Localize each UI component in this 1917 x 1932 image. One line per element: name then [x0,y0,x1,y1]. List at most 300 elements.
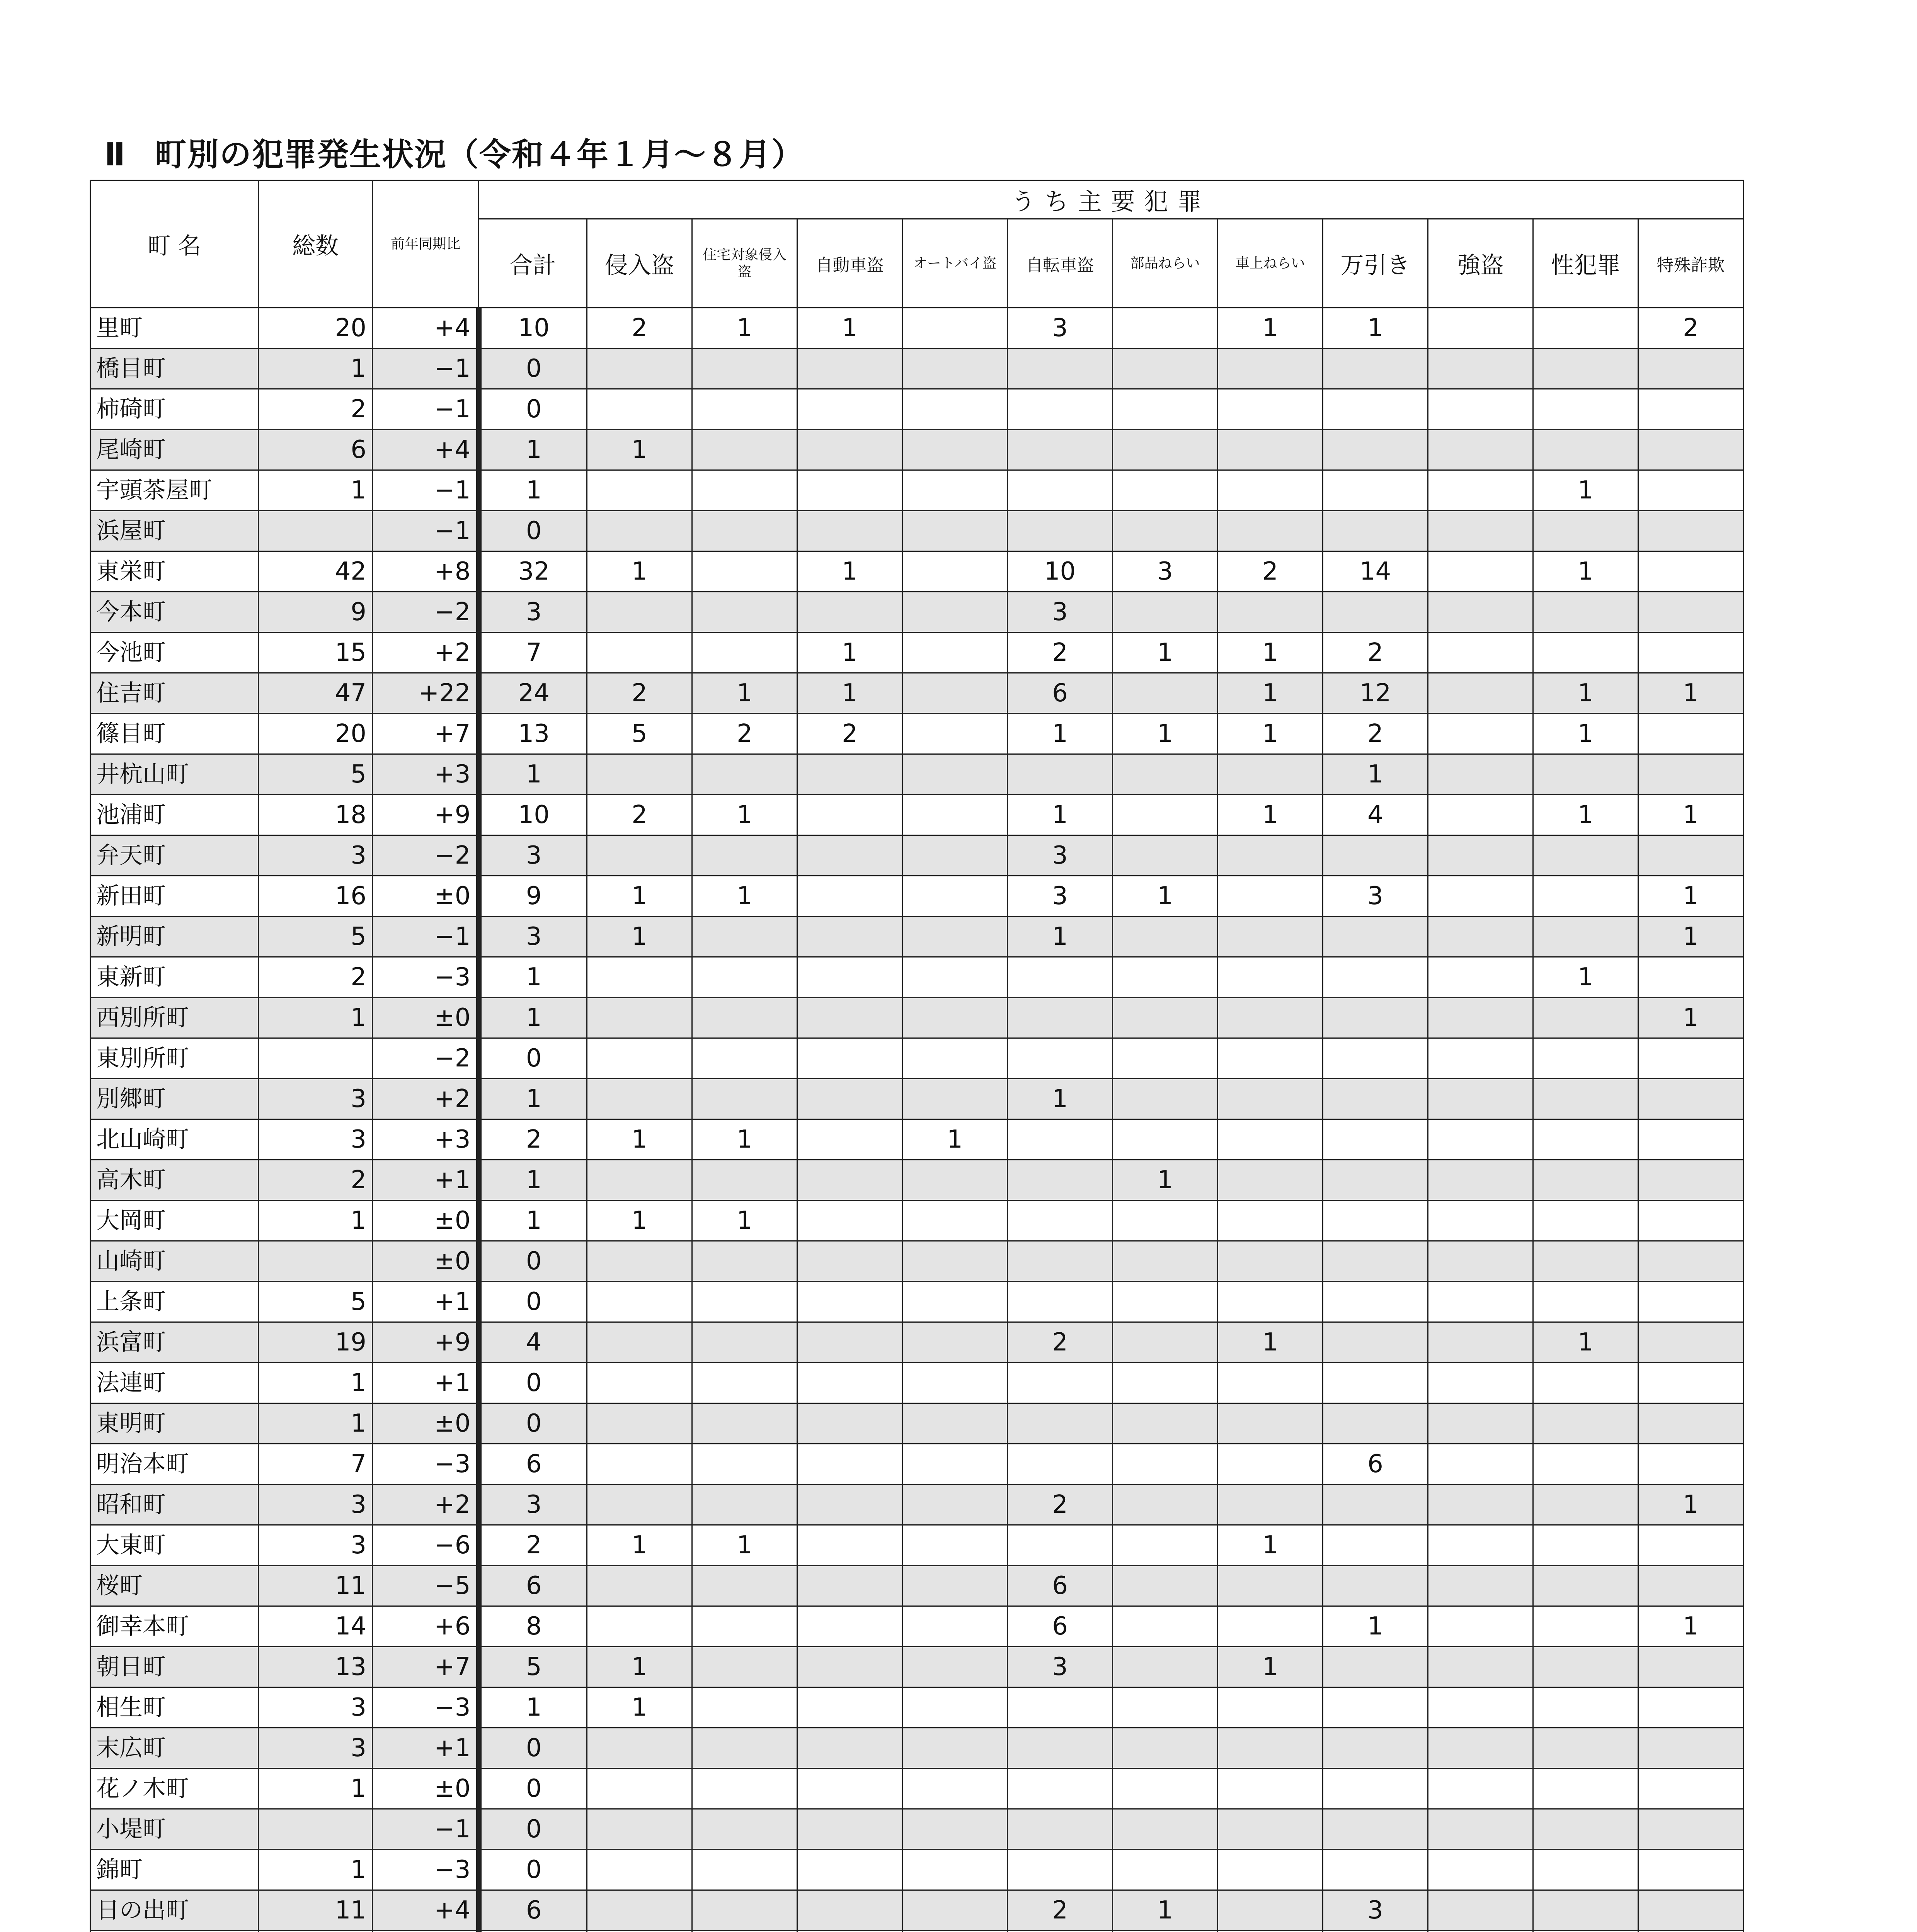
cell-car-theft [797,1282,902,1322]
cell-parts-theft [1113,1079,1218,1119]
cell-motorcycle-theft [902,308,1008,349]
cell-residential-burglary: 1 [692,308,797,349]
cell-car-break-in [1218,1769,1323,1809]
cell-shoplifting: 1 [1323,754,1428,795]
cell-robbery [1428,754,1533,795]
cell-burglary [587,1363,692,1403]
cell-residential-burglary [692,1403,797,1444]
cell-total [259,1241,373,1282]
cell-burglary [587,1282,692,1322]
cell-bicycle-theft [1008,998,1113,1038]
table-header [90,180,1743,308]
cell-town-name: 日の出町 [90,1890,259,1931]
table-row [90,551,1743,592]
cell-bicycle-theft: 6 [1008,673,1113,714]
cell-parts-theft: 1 [1113,714,1218,754]
cell-shoplifting [1323,1687,1428,1728]
cell-bicycle-theft [1008,957,1113,998]
cell-motorcycle-theft [902,389,1008,430]
cell-bicycle-theft: 1 [1008,1079,1113,1119]
cell-car-theft [797,1687,902,1728]
cell-sum: 0 [479,511,587,551]
cell-car-break-in [1218,917,1323,957]
cell-parts-theft: 1 [1113,1890,1218,1931]
cell-town-name: 法連町 [90,1363,259,1403]
cell-car-theft [797,1485,902,1525]
cell-car-break-in [1218,998,1323,1038]
cell-town-name: 東明町 [90,1403,259,1444]
cell-car-break-in [1218,349,1323,389]
cell-burglary [587,1850,692,1890]
cell-parts-theft [1113,1606,1218,1647]
cell-yoy: ±0 [373,876,479,917]
cell-car-theft [797,1160,902,1201]
cell-sex-crime [1533,1079,1638,1119]
cell-total: 1 [259,470,373,511]
cell-parts-theft [1113,795,1218,835]
table-row [90,1485,1743,1525]
cell-town-name: 小堤町 [90,1809,259,1850]
cell-total: 1 [259,1850,373,1890]
cell-town-name: 東別所町 [90,1038,259,1079]
cell-car-break-in [1218,1931,1323,1932]
cell-bicycle-theft: 10 [1008,551,1113,592]
cell-sex-crime: 1 [1533,551,1638,592]
cell-sum: 1 [479,1079,587,1119]
cell-town-name: 浜屋町 [90,511,259,551]
cell-special-fraud [1638,1525,1743,1566]
table-row [90,835,1743,876]
cell-sum: 24 [479,673,587,714]
cell-special-fraud [1638,714,1743,754]
cell-total: 2 [259,389,373,430]
cell-bicycle-theft: 6 [1008,1566,1113,1606]
cell-motorcycle-theft [902,917,1008,957]
table-row [90,511,1743,551]
cell-robbery [1428,592,1533,633]
cell-sum: 6 [479,1566,587,1606]
table-row [90,1363,1743,1403]
cell-total: 13 [259,1647,373,1687]
cell-residential-burglary [692,1444,797,1485]
cell-car-theft [797,957,902,998]
cell-yoy: ±0 [373,1241,479,1282]
cell-special-fraud: 1 [1638,876,1743,917]
cell-bicycle-theft [1008,1160,1113,1201]
section-title: 町別の犯罪発生状況（令和４年１月～８月） [155,136,804,173]
cell-residential-burglary [692,1566,797,1606]
cell-sum: 6 [479,1890,587,1931]
cell-sex-crime [1533,1647,1638,1687]
cell-burglary [587,1931,692,1932]
cell-special-fraud [1638,1201,1743,1241]
cell-parts-theft [1113,1322,1218,1363]
cell-sum: 0 [479,1728,587,1769]
cell-burglary: 1 [587,430,692,470]
cell-residential-burglary [692,1079,797,1119]
cell-bicycle-theft [1008,1038,1113,1079]
table-row [90,795,1743,835]
cell-bicycle-theft: 2 [1008,1485,1113,1525]
cell-residential-burglary [692,1728,797,1769]
cell-sex-crime [1533,430,1638,470]
cell-car-theft [797,511,902,551]
cell-car-break-in [1218,835,1323,876]
cell-burglary [587,1606,692,1647]
cell-robbery [1428,430,1533,470]
cell-sex-crime [1533,835,1638,876]
cell-sex-crime [1533,1606,1638,1647]
table-row [90,308,1743,349]
cell-special-fraud [1638,1890,1743,1931]
cell-car-break-in [1218,430,1323,470]
cell-total: 18 [259,795,373,835]
cell-burglary: 1 [587,551,692,592]
cell-shoplifting [1323,1769,1428,1809]
cell-bicycle-theft [1008,349,1113,389]
cell-car-theft [797,592,902,633]
cell-total: 1 [259,1403,373,1444]
cell-parts-theft [1113,1485,1218,1525]
cell-shoplifting [1323,998,1428,1038]
cell-sex-crime: 1 [1533,470,1638,511]
cell-sex-crime: 1 [1533,673,1638,714]
cell-car-theft [797,1201,902,1241]
header-col-robbery: 強盗 [1428,219,1533,308]
cell-shoplifting: 3 [1323,1890,1428,1931]
cell-yoy: +7 [373,1647,479,1687]
cell-sum: 0 [479,349,587,389]
cell-parts-theft [1113,1363,1218,1403]
table-row [90,1282,1743,1322]
cell-parts-theft [1113,430,1218,470]
cell-burglary: 1 [587,876,692,917]
cell-sum: 13 [479,714,587,754]
cell-residential-burglary [692,1241,797,1282]
cell-town-name: 宇頭茶屋町 [90,470,259,511]
header-col-car-theft: 自動車盗 [797,219,902,308]
cell-total: 1 [259,349,373,389]
table-row [90,1931,1743,1932]
cell-sum: 2 [479,1119,587,1160]
table-row [90,349,1743,389]
cell-car-theft [797,917,902,957]
cell-car-theft [797,1403,902,1444]
cell-parts-theft [1113,835,1218,876]
section-number: Ⅱ [104,136,126,173]
cell-robbery [1428,349,1533,389]
cell-special-fraud [1638,1687,1743,1728]
cell-town-name: 東栄町 [90,551,259,592]
cell-shoplifting [1323,1809,1428,1850]
table-row [90,1322,1743,1363]
cell-car-theft [797,1038,902,1079]
cell-residential-burglary: 2 [692,714,797,754]
cell-yoy: +3 [373,754,479,795]
cell-bicycle-theft [1008,1363,1113,1403]
table-row [90,592,1743,633]
page-title [104,129,804,175]
cell-total: 3 [259,1687,373,1728]
cell-yoy: +1 [373,1282,479,1322]
cell-special-fraud [1638,1241,1743,1282]
cell-total: 11 [259,1890,373,1931]
cell-sum: 3 [479,917,587,957]
cell-residential-burglary [692,917,797,957]
cell-total: 5 [259,1282,373,1322]
cell-sum: 7 [479,633,587,673]
cell-sex-crime: 1 [1533,714,1638,754]
table-row [90,1728,1743,1769]
table-row [90,754,1743,795]
cell-town-name: 里町 [90,308,259,349]
cell-motorcycle-theft [902,1890,1008,1931]
cell-car-break-in [1218,1444,1323,1485]
cell-parts-theft [1113,1728,1218,1769]
cell-parts-theft [1113,592,1218,633]
cell-town-name: 池浦町 [90,795,259,835]
cell-total: 1 [259,1769,373,1809]
cell-yoy: −1 [373,1809,479,1850]
cell-motorcycle-theft [902,957,1008,998]
cell-parts-theft [1113,1444,1218,1485]
cell-residential-burglary [692,1647,797,1687]
cell-robbery [1428,1201,1533,1241]
cell-town-name: 尾崎町 [90,430,259,470]
cell-shoplifting: 1 [1323,308,1428,349]
cell-robbery [1428,1485,1533,1525]
cell-yoy: +3 [373,1119,479,1160]
cell-motorcycle-theft [902,795,1008,835]
cell-shoplifting [1323,835,1428,876]
cell-sex-crime [1533,917,1638,957]
cell-car-break-in [1218,592,1323,633]
cell-car-break-in [1218,511,1323,551]
cell-motorcycle-theft [902,349,1008,389]
cell-yoy: ±0 [373,1201,479,1241]
cell-bicycle-theft [1008,754,1113,795]
cell-car-theft [797,1769,902,1809]
cell-sum: 4 [479,1322,587,1363]
cell-parts-theft [1113,511,1218,551]
cell-car-theft: 1 [797,633,902,673]
cell-sex-crime [1533,1201,1638,1241]
cell-robbery [1428,1241,1533,1282]
cell-yoy: −1 [373,389,479,430]
cell-residential-burglary: 1 [692,673,797,714]
cell-car-break-in [1218,1119,1323,1160]
cell-car-break-in [1218,876,1323,917]
cell-shoplifting: 14 [1323,551,1428,592]
cell-car-break-in [1218,1160,1323,1201]
cell-robbery [1428,835,1533,876]
table-row [90,1647,1743,1687]
cell-sum: 0 [479,1363,587,1403]
cell-motorcycle-theft [902,592,1008,633]
cell-special-fraud [1638,1647,1743,1687]
cell-total: 11 [259,1566,373,1606]
cell-motorcycle-theft [902,1322,1008,1363]
cell-motorcycle-theft [902,1444,1008,1485]
cell-motorcycle-theft [902,1241,1008,1282]
cell-car-break-in [1218,1403,1323,1444]
cell-shoplifting: 6 [1323,1444,1428,1485]
cell-bicycle-theft: 3 [1008,308,1113,349]
cell-yoy: +6 [373,1606,479,1647]
cell-parts-theft [1113,917,1218,957]
table-row [90,430,1743,470]
cell-motorcycle-theft [902,1809,1008,1850]
cell-yoy: +2 [373,1485,479,1525]
cell-burglary: 1 [587,1687,692,1728]
cell-town-name: 桜町 [90,1566,259,1606]
cell-bicycle-theft: 3 [1008,835,1113,876]
cell-sum: 10 [479,308,587,349]
cell-residential-burglary [692,511,797,551]
cell-sum: 1 [479,998,587,1038]
cell-total: 20 [259,308,373,349]
cell-motorcycle-theft [902,511,1008,551]
cell-shoplifting [1323,1525,1428,1566]
cell-car-theft: 2 [797,714,902,754]
cell-residential-burglary [692,551,797,592]
cell-car-theft [797,1322,902,1363]
table-row [90,633,1743,673]
cell-town-name: 西別所町 [90,998,259,1038]
cell-residential-burglary [692,1850,797,1890]
cell-car-theft [797,470,902,511]
cell-motorcycle-theft [902,754,1008,795]
cell-motorcycle-theft [902,1566,1008,1606]
cell-robbery [1428,1850,1533,1890]
cell-yoy: −5 [373,1566,479,1606]
header-col-car-break-in: 車上ねらい [1218,219,1323,308]
cell-bicycle-theft [1008,470,1113,511]
cell-motorcycle-theft [902,1769,1008,1809]
cell-shoplifting [1323,592,1428,633]
cell-yoy: +8 [373,551,479,592]
cell-car-break-in [1218,1566,1323,1606]
cell-shoplifting [1323,1850,1428,1890]
cell-shoplifting [1323,1119,1428,1160]
cell-town-name: 新明町 [90,917,259,957]
table-row [90,1444,1743,1485]
cell-parts-theft [1113,1201,1218,1241]
cell-sex-crime [1533,1769,1638,1809]
cell-sex-crime [1533,754,1638,795]
cell-bicycle-theft: 3 [1008,876,1113,917]
cell-yoy: −2 [373,592,479,633]
cell-total: 19 [259,1322,373,1363]
table-row [90,1241,1743,1282]
cell-robbery [1428,1119,1533,1160]
cell-sum: 2 [479,1525,587,1566]
cell-sex-crime [1533,1444,1638,1485]
cell-burglary [587,389,692,430]
cell-burglary [587,1079,692,1119]
cell-town-name: 新田町 [90,876,259,917]
cell-bicycle-theft: 2 [1008,633,1113,673]
cell-sum: 1 [479,754,587,795]
cell-motorcycle-theft [902,1079,1008,1119]
cell-shoplifting [1323,1038,1428,1079]
cell-shoplifting: 2 [1323,633,1428,673]
cell-shoplifting [1323,1079,1428,1119]
cell-parts-theft [1113,308,1218,349]
cell-burglary: 1 [587,1647,692,1687]
cell-robbery [1428,1525,1533,1566]
cell-residential-burglary [692,1363,797,1403]
table-row [90,1606,1743,1647]
cell-town-name: 高木町 [90,1160,259,1201]
cell-sum: 0 [479,1282,587,1322]
table-row [90,1890,1743,1931]
cell-shoplifting [1323,1566,1428,1606]
cell-special-fraud: 1 [1638,673,1743,714]
cell-special-fraud [1638,1160,1743,1201]
cell-parts-theft [1113,349,1218,389]
table-row [90,673,1743,714]
cell-town-name: 篠目町 [90,714,259,754]
cell-town-name: 北山崎町 [90,1119,259,1160]
cell-car-break-in [1218,1363,1323,1403]
cell-sex-crime [1533,1038,1638,1079]
cell-special-fraud [1638,1403,1743,1444]
cell-total: 3 [259,835,373,876]
cell-town-name: 住吉町 [90,673,259,714]
cell-special-fraud [1638,1809,1743,1850]
cell-yoy: −3 [373,1687,479,1728]
cell-bicycle-theft [1008,1403,1113,1444]
cell-sum: 1 [479,430,587,470]
cell-motorcycle-theft [902,1282,1008,1322]
cell-car-break-in [1218,1606,1323,1647]
cell-town-name [90,1931,259,1932]
cell-parts-theft [1113,998,1218,1038]
cell-sex-crime [1533,592,1638,633]
cell-robbery [1428,1038,1533,1079]
cell-shoplifting [1323,1647,1428,1687]
cell-residential-burglary [692,349,797,389]
cell-car-break-in [1218,1038,1323,1079]
cell-parts-theft [1113,673,1218,714]
cell-bicycle-theft [1008,511,1113,551]
cell-yoy: −1 [373,511,479,551]
cell-parts-theft [1113,1038,1218,1079]
cell-bicycle-theft: 6 [1008,1606,1113,1647]
cell-car-theft [797,1119,902,1160]
cell-residential-burglary [692,1160,797,1201]
cell-total: 1 [259,998,373,1038]
header-col-shoplifting: 万引き [1323,219,1428,308]
cell-bicycle-theft: 3 [1008,1647,1113,1687]
cell-burglary [587,349,692,389]
cell-car-theft [797,795,902,835]
cell-sex-crime [1533,1931,1638,1932]
cell-bicycle-theft: 2 [1008,1890,1113,1931]
cell-burglary [587,1890,692,1931]
cell-yoy: +4 [373,430,479,470]
cell-car-break-in: 1 [1218,795,1323,835]
cell-burglary [587,1241,692,1282]
cell-car-theft [797,1931,902,1932]
table-row [90,1119,1743,1160]
cell-residential-burglary [692,1606,797,1647]
cell-car-theft [797,1525,902,1566]
cell-parts-theft [1113,1525,1218,1566]
cell-burglary [587,1728,692,1769]
cell-town-name: 弁天町 [90,835,259,876]
